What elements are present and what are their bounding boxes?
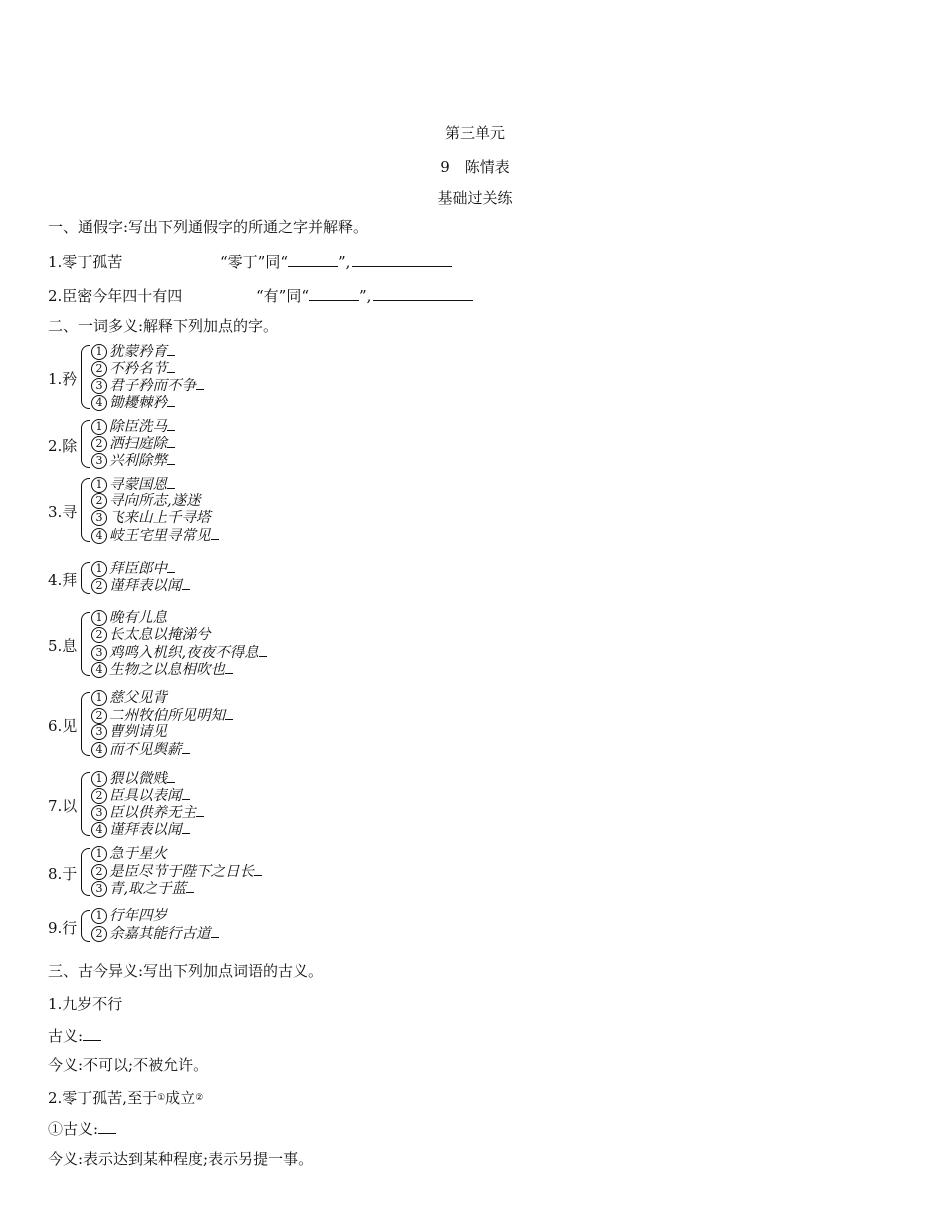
answer-blank[interactable] [254,863,262,876]
group-label: 9.行 [48,919,78,937]
s1-q2-blank-char[interactable] [309,286,359,301]
item-number-badge: 2 [91,627,107,643]
list-item [91,476,219,493]
item-number-badge: 2 [91,864,107,880]
list-item [91,377,204,394]
answer-blank[interactable] [182,741,190,754]
item-text: 鸡鸣入机织,夜夜不得息 [109,645,259,661]
s1-q1-text: 1.零丁孤苦 [48,253,123,271]
item-text: 寻蒙国恩 [109,477,167,493]
s1-q2-answer [256,285,473,306]
answer-blank[interactable] [196,804,204,817]
lesson-title: 9 陈情表 [440,158,510,176]
s1-q2-text: 2.臣密今年四十有四 [48,287,183,305]
brace-icon [81,692,90,756]
item-number-badge: 1 [91,771,107,787]
answer-blank[interactable] [167,770,175,783]
answer-blank[interactable] [182,787,190,800]
s1-q1-blank-meaning[interactable] [352,252,452,267]
item-text: 飞来山上千寻塔 [109,510,211,526]
s3-q1-title: 1.九岁不行 [48,995,123,1013]
list-item [91,452,175,469]
answer-blank[interactable] [225,707,233,720]
list-item [91,394,204,411]
item-number-badge: 2 [91,436,107,452]
brace-icon [81,772,90,836]
answer-blank[interactable] [167,394,175,407]
item-number-badge: 2 [91,708,107,724]
list-item [91,418,175,435]
brace-icon [81,612,90,676]
item-number-badge: 1 [91,908,107,924]
item-text: 是臣尽节于陛下之日长 [109,864,254,880]
list-item [91,610,267,627]
item-text: 急于星火 [109,846,167,862]
item-number-badge: 2 [91,493,107,509]
item-number-badge: 3 [91,881,107,897]
group-label: 6.见 [48,717,78,735]
item-text: 臣以供养无主 [109,805,196,821]
item-number-badge: 2 [91,926,107,942]
list-item [91,661,267,678]
list-item [91,925,219,942]
item-number-badge: 4 [91,395,107,411]
s3-q2-title: 2.零丁孤苦,至于①成立② [48,1089,204,1107]
item-number-badge: 3 [91,378,107,394]
list-item [91,360,204,377]
item-text: 谨拜表以闻 [109,822,182,838]
s3-q2-gu [48,1118,116,1139]
item-text: 洒扫庭除 [109,436,167,452]
brace-icon [81,345,90,409]
s3-q2-blank[interactable] [98,1119,116,1134]
s3-q1-gu [48,1025,101,1046]
item-text: 兴利除弊 [109,453,167,469]
list-item [91,821,204,838]
answer-blank[interactable] [167,560,175,573]
group-label: 1.矜 [48,370,78,388]
answer-blank[interactable] [167,343,175,356]
list-item [91,880,262,897]
list-item [91,577,190,594]
list-item [91,690,233,707]
item-number-badge: 4 [91,822,107,838]
section3-heading: 三、古今异义:写出下列加点词语的古义。 [48,962,324,980]
answer-blank[interactable] [167,418,175,431]
list-item [91,770,204,787]
answer-blank[interactable] [259,644,267,657]
item-text: 慈父见背 [109,690,167,706]
item-number-badge: 2 [91,578,107,594]
list-item [91,493,219,510]
s1-q2-prompt: “有”同“ [256,287,310,305]
item-number-badge: 1 [91,561,107,577]
item-text: 生物之以息相吹也 [109,662,225,678]
list-item [91,644,267,661]
section-subtitle: 基础过关练 [437,189,513,207]
answer-blank[interactable] [211,925,219,938]
group-label: 3.寻 [48,503,78,521]
group-label: 8.于 [48,865,78,883]
gu-label: ①古义: [48,1120,99,1138]
s1-q1-blank-char[interactable] [288,252,338,267]
item-number-badge: 4 [91,662,107,678]
answer-blank[interactable] [182,577,190,590]
item-text: 青,取之于蓝 [109,881,187,897]
answer-blank[interactable] [196,377,204,390]
item-text: 不矜名节 [109,361,167,377]
item-text: 除臣洗马 [109,419,167,435]
section1-heading: 一、通假字:写出下列通假字的所通之字并解释。 [48,218,369,236]
list-item [91,741,233,758]
item-number-badge: 1 [91,846,107,862]
item-text: 曹刿请见 [109,724,167,740]
item-text: 谨拜表以闻 [109,578,182,594]
item-text: 余嘉其能行古道 [109,926,211,942]
answer-blank[interactable] [211,527,219,540]
list-item [91,863,262,880]
answer-blank[interactable] [182,821,190,834]
list-item [91,510,219,527]
item-number-badge: 1 [91,690,107,706]
unit-title: 第三单元 [444,124,505,142]
item-number-badge: 4 [91,742,107,758]
gu-label: 古义: [48,1027,84,1045]
brace-icon [81,562,90,594]
item-text: 二州牧伯所见明知 [109,708,225,724]
list-item [91,724,233,741]
s1-q2-blank-meaning[interactable] [373,286,473,301]
item-number-badge: 3 [91,805,107,821]
item-number-badge: 3 [91,510,107,526]
answer-blank[interactable] [167,360,175,373]
item-number-badge: 1 [91,344,107,360]
list-item [91,343,204,360]
item-number-badge: 2 [91,788,107,804]
item-number-badge: 3 [91,453,107,469]
brace-icon [81,910,90,942]
list-item [91,707,233,724]
item-text: 臣具以表闻 [109,788,182,804]
item-number-badge: 1 [91,419,107,435]
item-number-badge: 3 [91,645,107,661]
item-number-badge: 2 [91,361,107,377]
brace-icon [81,478,90,542]
s1-q1-sep: ”, [338,253,351,271]
group-label: 4.拜 [48,571,78,589]
item-number-badge: 1 [91,610,107,626]
item-text: 岐王宅里寻常见 [109,528,211,544]
answer-blank[interactable] [186,880,194,893]
section2-heading: 二、一词多义:解释下列加点的字。 [48,317,279,335]
item-text: 拜臣郎中 [109,561,167,577]
answer-blank[interactable] [167,476,175,489]
item-text: 长太息以掩涕兮 [109,627,211,643]
item-number-badge: 1 [91,477,107,493]
s1-q2-sep: ”, [359,287,372,305]
group-label: 7.以 [48,797,78,815]
s3-q2-jin: 今义:表示达到某种程度;表示另提一事。 [48,1150,314,1168]
item-text: 锄耰棘矜 [109,395,167,411]
item-text: 行年四岁 [109,908,167,924]
list-item [91,787,204,804]
brace-icon [81,848,90,896]
list-item [91,527,219,544]
list-item [91,908,219,925]
item-text: 而不见舆薪 [109,742,182,758]
item-text: 晚有儿息 [109,610,167,626]
answer-blank[interactable] [225,661,233,674]
list-item [91,804,204,821]
answer-blank[interactable] [167,452,175,465]
list-item [91,435,175,452]
s1-q1-answer [220,251,452,272]
item-text: 猥以微贱 [109,771,167,787]
group-label: 2.除 [48,437,78,455]
list-item [91,627,267,644]
brace-icon [81,420,90,468]
list-item [91,560,190,577]
answer-blank[interactable] [167,435,175,448]
item-text: 犹蒙矜育 [109,344,167,360]
s3-q1-blank[interactable] [83,1026,101,1041]
s3-q1-jin: 今义:不可以;不被允许。 [48,1056,209,1074]
group-label: 5.息 [48,637,78,655]
item-text: 君子矜而不争 [109,378,196,394]
item-text: 寻向所志,遂迷 [109,493,201,509]
s1-q1-prompt: “零丁”同“ [220,253,289,271]
list-item [91,846,262,863]
item-number-badge: 4 [91,528,107,544]
item-number-badge: 3 [91,724,107,740]
